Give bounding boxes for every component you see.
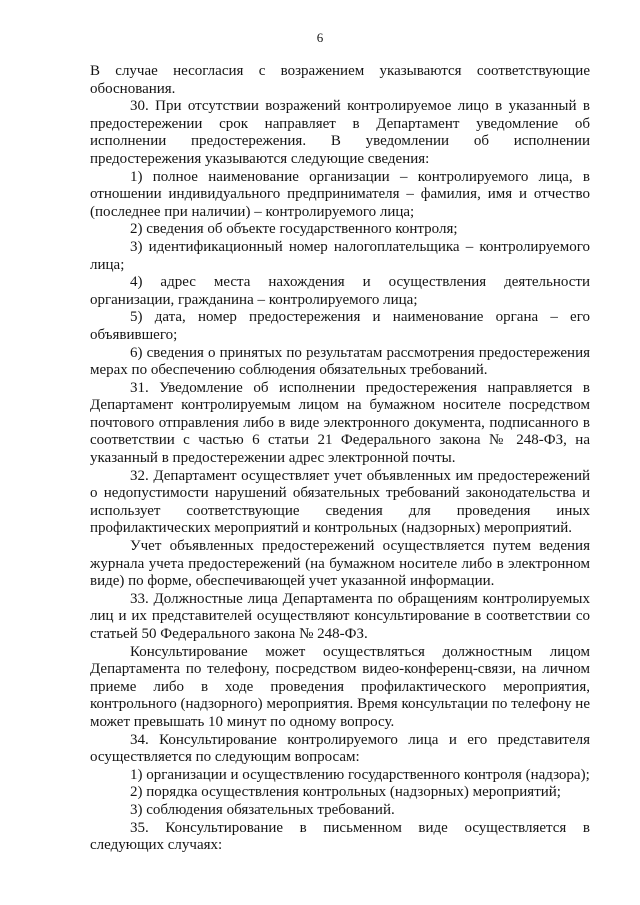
list-item: 3) идентификационный номер налогоплательщика – контролируемого лица; (90, 238, 590, 273)
list-item: 5) дата, номер предостережения и наименование органа – его объявившего; (90, 309, 590, 343)
list-item: 1) полное наименование организации – контролируемого лица, в отношении индивидуального предпринимателя – фамилия, имя и отчество (последнее при наличии) – контролируемого лица; (90, 168, 590, 220)
paragraph: 33. Должностные лица Департамента по обращениям контролируемых лиц и их представителей осуществляют консультирование в соответствии со статьей 50 Федерального закона № 248-ФЗ. (90, 590, 590, 642)
list-item: 1) организации и осуществлению государственного контроля (надзора); (130, 766, 590, 783)
paragraph: Консультирование может осуществляться должностным лицом Департамента по телефону, посредством видео-конференц-связи, на личном приеме либо в ходе проведения профилактического мероприятия, контрольного (надзорного) мероприятия. Время консультации по телефону не может превышать 10 минут по одному вопросу. (90, 643, 590, 730)
list-item: 6) сведения о принятых по результатам рассмотрения предостережения мерах по обеспечению соблюдения обязательных требований. (90, 344, 590, 379)
paragraph: В случае несогласия с возражением указываются соответствующие обоснования. (90, 63, 590, 97)
page-number: 6 (316, 30, 324, 45)
paragraph: 32. Департамент осуществляет учет объявленных им предостережений о недопустимости нарушений обязательных требований законодательства и использует соответствующие сведения для проведения иных профилактических мероприятий и контрольных (надзорных) мероприятий. (90, 467, 590, 537)
paragraph: 34. Консультирование контролируемого лица и его представителя осуществляется по следующим вопросам: (90, 731, 590, 766)
paragraph: 30. При отсутствии возражений контролируемое лицо в указанный в предостережении срок направляет в Департамент уведомление об исполнении предостережения. В уведомлении об исполнении предостережения указываются следующие сведения: (90, 98, 590, 167)
list-item: 2) порядка осуществления контрольных (надзорных) мероприятий; (130, 784, 561, 801)
paragraph: Учет объявленных предостережений осуществляется путем ведения журнала учета предостережений (на бумажном носителе либо в электронном виде) по форме, обеспечивающей учет указанной информации. (90, 538, 590, 590)
list-item: 4) адрес места нахождения и осуществления деятельности организации, гражданина – контролируемого лица; (90, 274, 590, 308)
paragraph: 35. Консультирование в письменном виде осуществляется в следующих случаях: (90, 819, 590, 854)
paragraph: 31. Уведомление об исполнении предостережения направляется в Департамент контролируемым лицом на бумажном носителе посредством почтового отправления либо в виде электронного документа, подписанного в соответствии с частью 6 статьи 21 Федерального закона № 248-ФЗ, на указанный в предостережении адрес электронной почты. (90, 379, 590, 467)
list-item: 2) сведения об объекте государственного контроля; (130, 221, 458, 238)
list-item: 3) соблюдения обязательных требований. (130, 801, 395, 818)
document-body (90, 63, 590, 855)
